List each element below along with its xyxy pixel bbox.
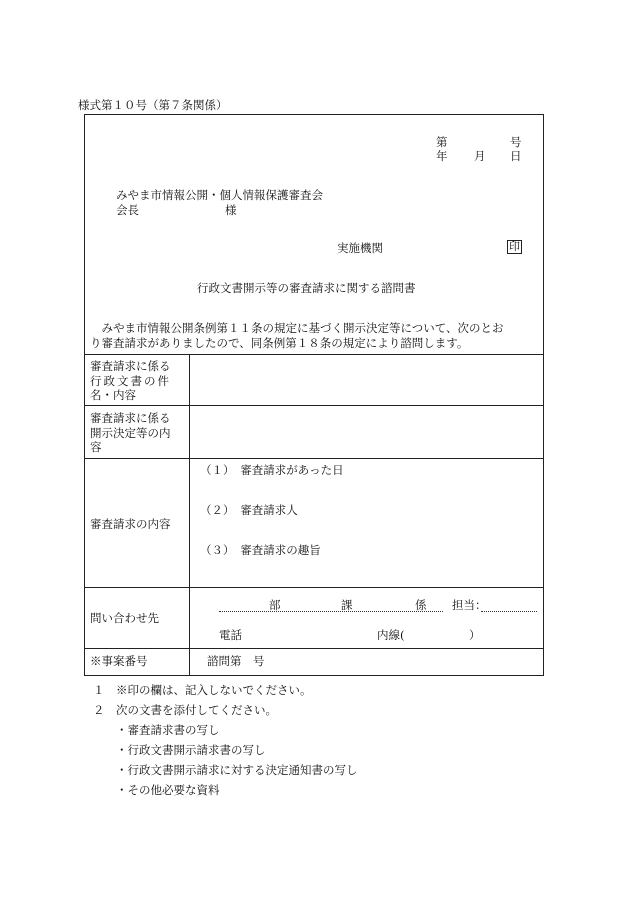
row-divider — [85, 405, 543, 406]
addressee-suffix: 様 — [225, 203, 237, 217]
addressee-line2: 会長 — [116, 203, 139, 217]
number-label-right: 号 — [510, 135, 522, 149]
agency-label: 実施機関 — [337, 241, 383, 255]
row-divider — [85, 648, 543, 649]
contact-section: 課 — [341, 598, 353, 612]
inquiry-form-frame — [84, 114, 544, 676]
row-label-disclosure-decision — [90, 411, 182, 455]
table-top-border — [85, 354, 543, 355]
number-label-left: 第 — [436, 135, 448, 149]
label-line: 審査請求に係る — [90, 411, 171, 425]
column-divider — [189, 355, 190, 675]
row-label-document-name — [90, 359, 182, 403]
contact-extension-label: 内線( — [377, 628, 405, 642]
row-label-contact: 問い合わせ先 — [90, 611, 159, 625]
contact-unit: 係 — [415, 598, 427, 612]
attachment-item: ・審査請求書の写し — [116, 723, 220, 737]
label-line: 審査請求に係る — [90, 359, 171, 373]
requester-item: （２） 審査請求人 — [200, 503, 298, 517]
request-purpose-item: （３） 審査請求の趣旨 — [200, 543, 321, 557]
attachment-item: ・行政文書開示請求に対する決定通知書の写し — [116, 763, 358, 777]
attachment-item: ・行政文書開示請求書の写し — [116, 743, 266, 757]
request-date-item: （１） 審査請求があった日 — [200, 463, 344, 477]
row-divider — [85, 458, 543, 459]
date-year: 年 — [436, 149, 448, 163]
date-month: 月 — [474, 149, 486, 163]
seal-mark: 印 — [509, 240, 520, 253]
form-number-title: 様式第１０号（第７条関係） — [78, 98, 228, 112]
case-number-value: 諮問第 号 — [207, 654, 265, 668]
contact-person-label: 担当： — [452, 598, 487, 612]
label-line: 名・内容 — [90, 388, 136, 402]
body-text-line2: り審査請求がありましたので、同条例第１８条の規定により諮問します。 — [90, 336, 469, 350]
addressee-line1: みやま市情報公開・個人情報保護審査会 — [116, 188, 323, 202]
contact-extension-close: ） — [469, 628, 481, 642]
label-line: 行政文書の件 — [90, 373, 171, 388]
label-line: 開示決定等の内 — [90, 425, 171, 440]
row-label-request-content: 審査請求の内容 — [90, 517, 171, 531]
body-text-line1: みやま市情報公開条例第１１条の規定に基づく開示決定等について、次のとお — [90, 321, 504, 335]
contact-phone-label: 電話 — [219, 628, 242, 642]
document-title: 行政文書開示等の審査請求に関する諮問書 — [197, 281, 416, 295]
contact-department: 部 — [269, 598, 281, 612]
note-1: １ ※印の欄は、記入しないでください。 — [93, 683, 312, 697]
contact-dotted-line — [481, 611, 537, 612]
date-day: 日 — [510, 149, 522, 163]
label-line: 容 — [90, 440, 102, 454]
row-label-case-number: ※事案番号 — [90, 654, 148, 668]
contact-dotted-line — [219, 611, 443, 612]
attachment-item: ・その他必要な資料 — [116, 783, 220, 797]
note-2: ２ 次の文書を添付してください。 — [93, 703, 277, 717]
row-divider — [85, 587, 543, 588]
